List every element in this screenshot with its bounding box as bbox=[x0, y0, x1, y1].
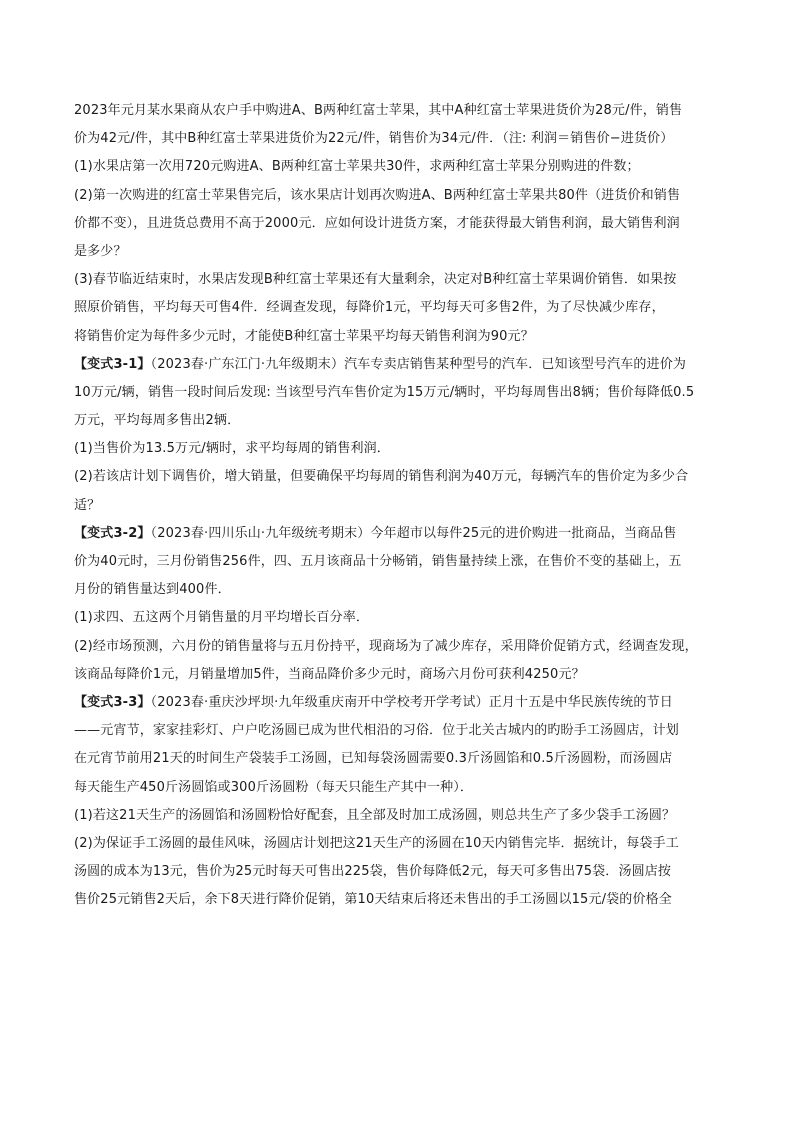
text-line: 汤圆的成本为13元，售价为25元时每天可售出225袋，售价每降低2元，每天可多售出75袋．汤圆店按 bbox=[74, 864, 672, 880]
text-line: 适？ bbox=[74, 497, 101, 513]
variant-text: （2023春·四川乐山·九年级统考期末）今年超市以每件25元的进价购进一批商品，当商品售 bbox=[150, 525, 677, 541]
text-line: 售价25元销售2天后，余下8天进行降价促销，第10天结束后将还未售出的手工汤圆以15元/袋的价格全 bbox=[74, 892, 672, 908]
text-line: 将销售价定为每件多少元时，才能使B种红富士苹果平均每天销售利润为90元？ bbox=[74, 328, 534, 344]
question-part: (2)若该店计划下调售价，增大销量，但要确保平均每周的销售利润为40万元，每辆汽车的售价定为多少合 bbox=[74, 469, 689, 485]
variant-label: 【变式3-2】 bbox=[74, 525, 151, 541]
text-line: 是多少？ bbox=[74, 243, 127, 259]
variant-text: （2023春·重庆沙坪坝·九年级重庆南开中学校考开学考试）正月十五是中华民族传统的节日 bbox=[150, 694, 673, 710]
text-line: 每天能生产450斤汤圆馅或300斤汤圆粉（每天只能生产其中一种）． bbox=[74, 779, 474, 795]
question-part: (2)为保证手工汤圆的最佳风味，汤圆店计划把这21天生产的汤圆在10天内销售完毕．据统计，每袋手工 bbox=[74, 835, 679, 851]
text-line: 价为40元时，三月份销售256件，四、五月该商品十分畅销，销售量持续上涨，在售价不变的基础上，五 bbox=[74, 554, 682, 569]
question-part: (1)当售价为13.5万元/辆时，求平均每周的销售利润． bbox=[74, 441, 390, 457]
text-line: 该商品每降价1元，月销量增加5件，当商品降价多少元时，商场六月份可获利4250元？ bbox=[74, 666, 585, 682]
variant-label: 【变式3-1】 bbox=[74, 356, 151, 372]
question-part: (1)若这21天生产的汤圆馅和汤圆粉恰好配套，且全部及时加工成汤圆，则总共生产了多少袋手工汤圆？ bbox=[74, 807, 676, 823]
text-line: 价为42元/件，其中B种红富士苹果进货价为22元/件，销售价为34元/件．（注: 利润＝销售价−进货价） bbox=[74, 131, 674, 147]
text-line: ——元宵节，家家挂彩灯、户户吃汤圆已成为世代相沿的习俗．位于北关古城内的旳盼手工汤圆店，计划 bbox=[74, 723, 679, 739]
text-line: 照原价销售，平均每天可售4件．经调查发现，每降价1元，平均每天可多售2件，为了尽快减少库存， bbox=[74, 300, 665, 316]
variant-heading-line bbox=[74, 520, 726, 548]
question-part: (2)第一次购进的红富士苹果售完后，该水果店计划再次购进A、B两种红富士苹果共80件（进货价和销售 bbox=[74, 187, 681, 203]
question-part: (2)经市场预测，六月份的销售量将与五月份持平，现商场为了减少库存，采用降价促销方式，经调查发现， bbox=[74, 638, 698, 654]
text-line: 价都不变），且进货总费用不高于2000元．应如何设计进货方案，才能获得最大销售利润，最大销售利润 bbox=[74, 215, 680, 231]
question-part: (1)求四、五这两个月销售量的月平均增长百分率． bbox=[74, 610, 370, 626]
variant-heading-line bbox=[74, 351, 726, 379]
text-line: 2023年元月某水果商从农户手中购进A、B两种红富士苹果，其中A种红富士苹果进货价为28元/件，销售 bbox=[74, 103, 683, 118]
text-line: 10万元/辆，销售一段时间后发现: 当该型号汽车售价定为15万元/辆时，平均每周售出8辆；售价每降低0.5 bbox=[74, 384, 695, 400]
text-line: 在元宵节前用21天的时间生产袋装手工汤圆，已知每袋汤圆需要0.3斤汤圆馅和0.5斤汤圆粉，而汤圆店 bbox=[74, 751, 673, 767]
question-part: (1)水果店第一次用720元购进A、B两种红富士苹果共30件，求两种红富士苹果分别购进的件数； bbox=[74, 159, 640, 175]
variant-label: 【变式3-3】 bbox=[74, 694, 151, 710]
text-line: 月份的销售量达到400件． bbox=[74, 582, 231, 598]
variant-heading-line bbox=[74, 689, 726, 717]
text-line: 万元，平均每周多售出2辆． bbox=[74, 413, 241, 429]
question-part: (3)春节临近结束时，水果店发现B种红富士苹果还有大量剩余，决定对B种红富士苹果调价销售．如果按 bbox=[74, 272, 677, 288]
document-body bbox=[74, 97, 726, 914]
variant-text: （2023春·广东江门·九年级期末）汽车专卖店销售某种型号的汽车．已知该型号汽车的进价为 bbox=[150, 356, 686, 372]
